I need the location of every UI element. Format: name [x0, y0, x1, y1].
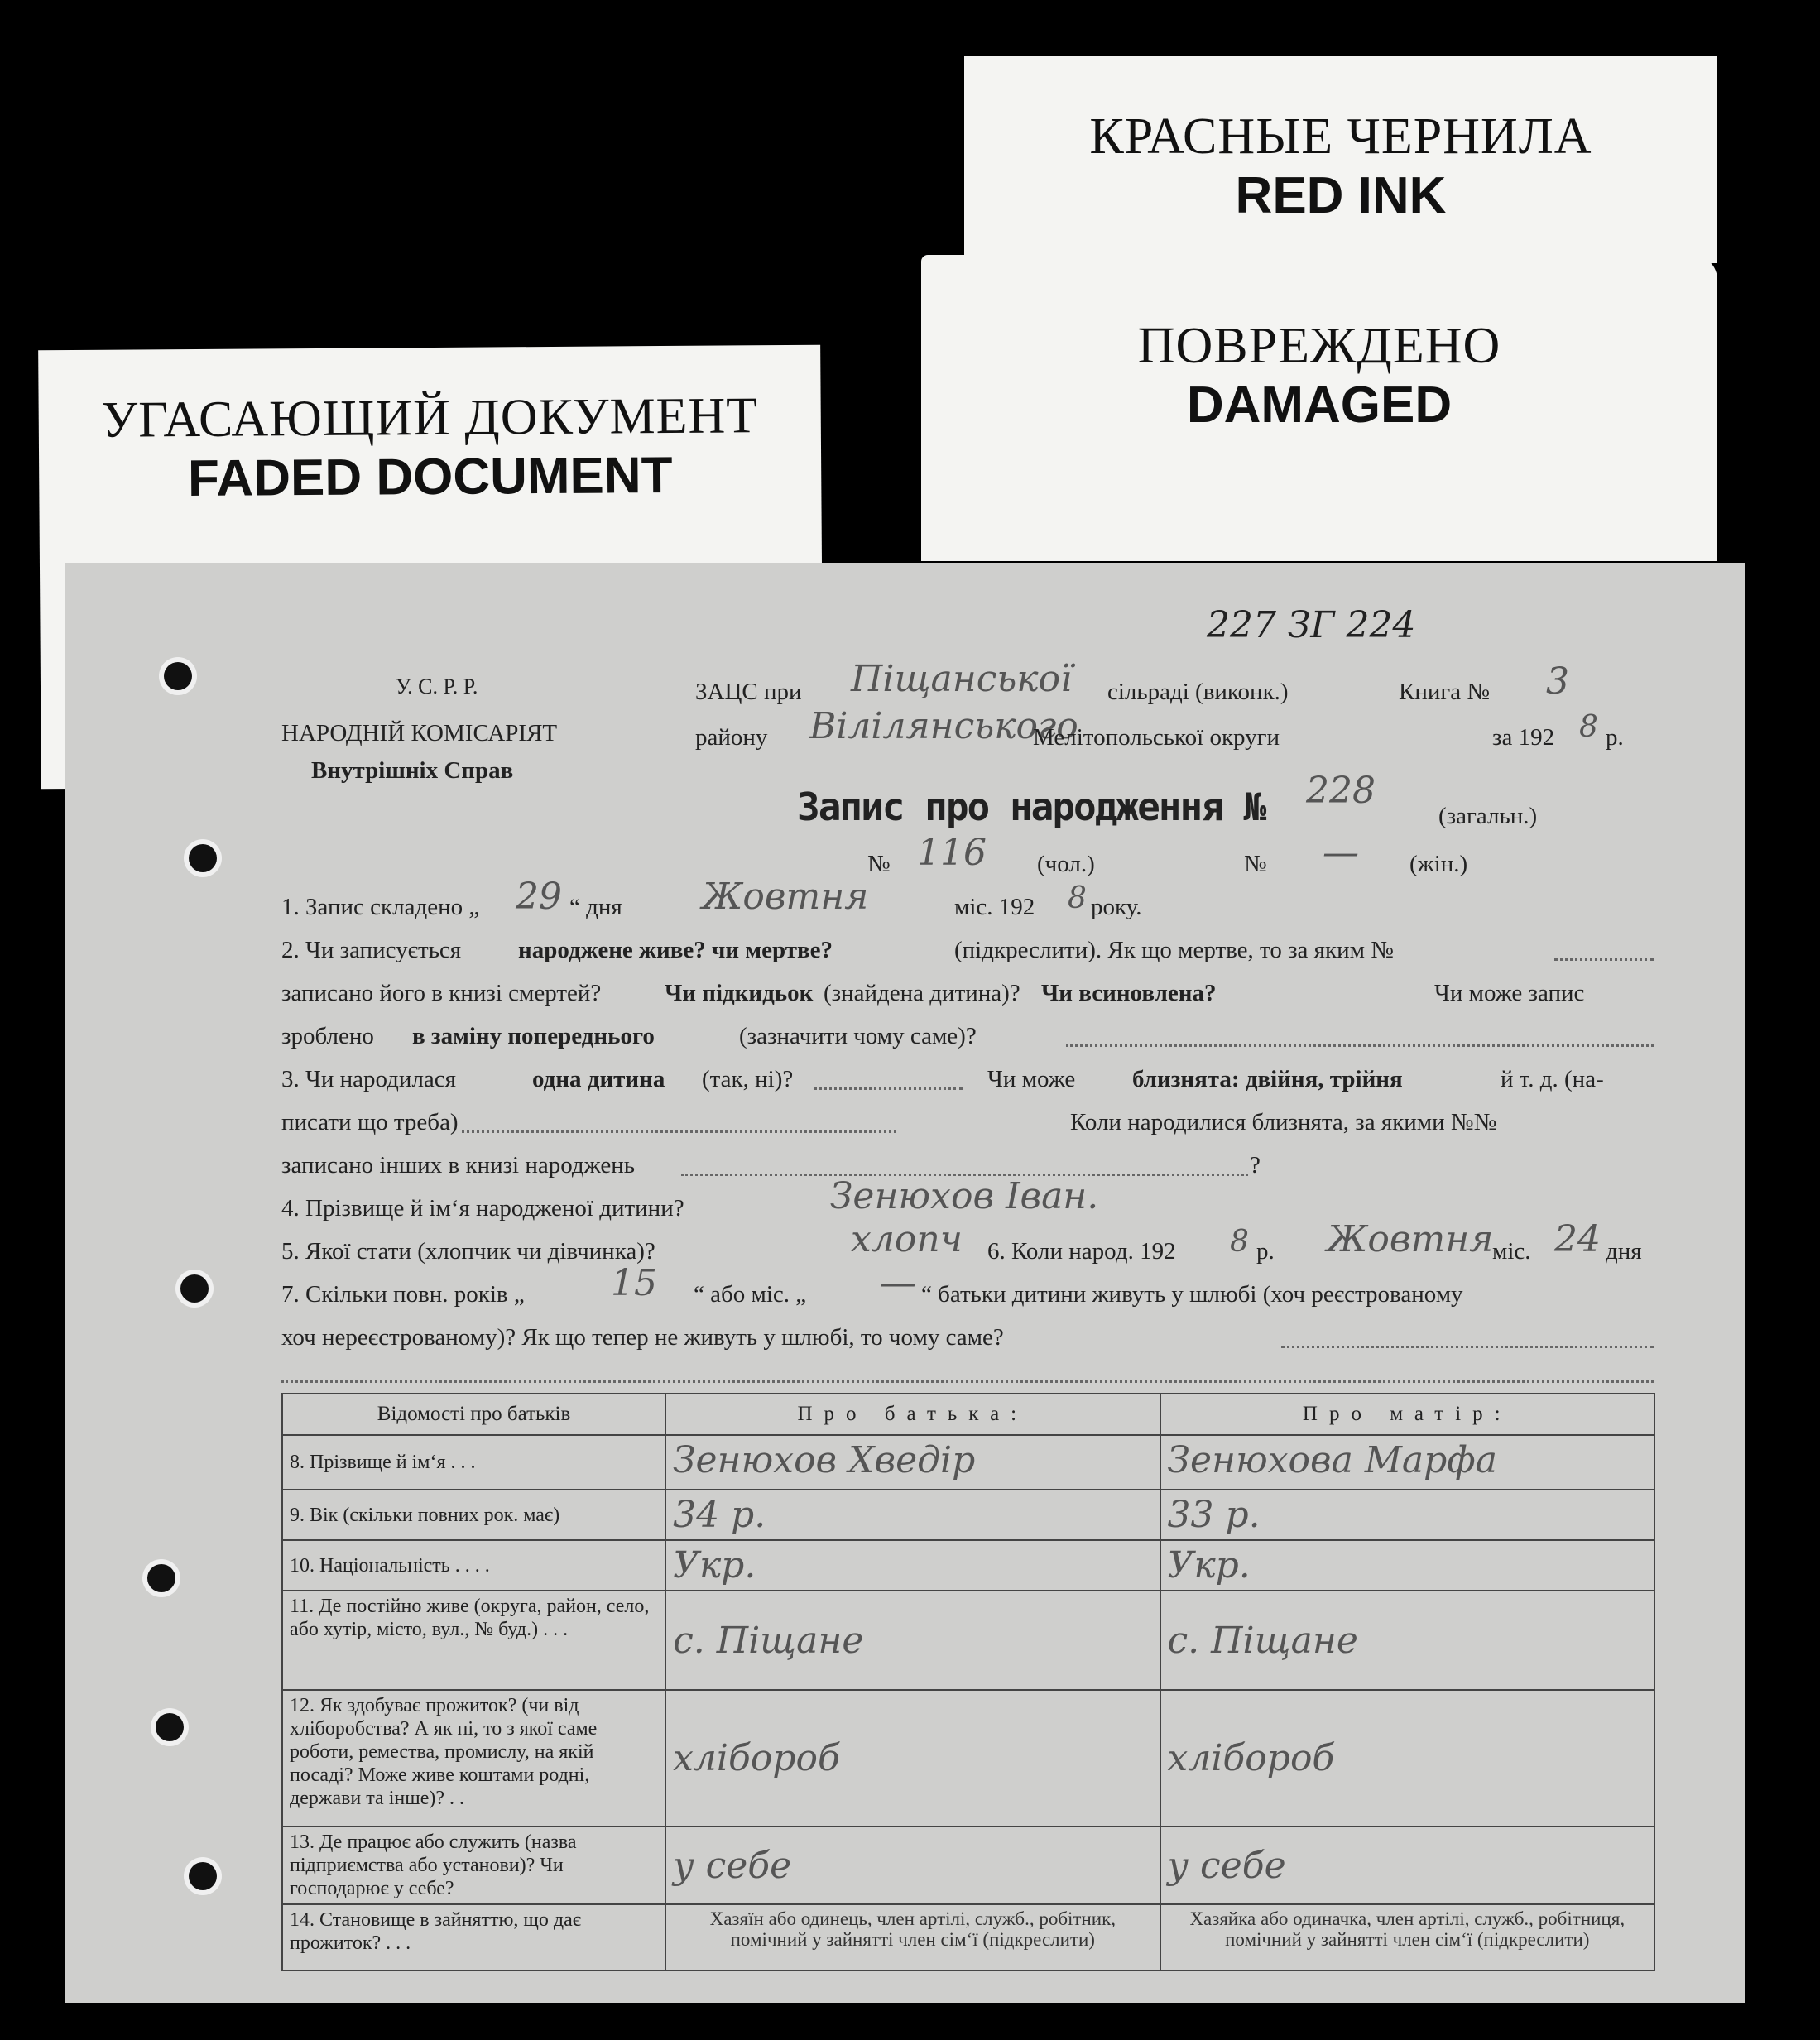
row-label: 11. Де постійно живе (округа, район, село, або хутір, місто, вул., № буд.) . . .: [282, 1591, 665, 1690]
general-label: (загальн.): [1438, 803, 1538, 829]
father-value: Зенюхов Хведір: [665, 1435, 1160, 1490]
table-row: [282, 1435, 1654, 1490]
district-suffix: Мелітопольської округи: [1033, 724, 1280, 751]
q3-l2-a: писати що треба): [281, 1109, 459, 1135]
q7-l1-a: 7. Скільки повн. років „: [281, 1281, 525, 1308]
father-value: хлібороб: [665, 1690, 1160, 1826]
faded-ru: УГАСАЮЩИЙ ДОКУМЕНТ: [101, 387, 759, 449]
red-ink-label-card: [964, 56, 1717, 263]
q4-label: 4. Прізвище й ім‘я народженої дитини?: [281, 1195, 684, 1222]
mother-value: Зенюхова Марфа: [1160, 1435, 1654, 1490]
q2-l3-b: в заміну попереднього: [412, 1023, 655, 1049]
father-value: у себе: [665, 1826, 1160, 1904]
q2-l1-b: народжене живе? чи мертве?: [518, 937, 833, 963]
mother-value: Хазяйка або одиначка, член артілі, служб., робітниця, помічний у зайнятті член сім‘ї (підкреслити): [1160, 1904, 1654, 1970]
table-header-row: [282, 1394, 1654, 1435]
q2-l3-a: зроблено: [281, 1023, 374, 1049]
q1-text-b: “ дня: [569, 894, 622, 920]
q2-l1-c: (підкреслити). Як що мертве, то за яким №: [954, 937, 1394, 963]
q1-month: Жовтня: [702, 876, 869, 918]
father-value: 34 р.: [665, 1490, 1160, 1540]
q6-d: дня: [1606, 1238, 1642, 1265]
year-value: 8: [1579, 710, 1598, 744]
zags-value: Піщанської: [851, 658, 1073, 700]
district-value: Вілілянського: [809, 705, 1078, 747]
q6-label: 6. Коли народ. 192: [987, 1238, 1176, 1265]
q2-l1-a: 2. Чи записується: [281, 937, 462, 963]
father-value: Укр.: [665, 1540, 1160, 1591]
zags-suffix: сільраді (виконк.): [1107, 679, 1289, 705]
mother-value: Укр.: [1160, 1540, 1654, 1591]
table-row: [282, 1904, 1654, 1970]
q3-l1-blank: [814, 1087, 963, 1090]
mother-value: с. Піщане: [1160, 1591, 1654, 1690]
q2-l2-d: Чи всиновлена?: [1041, 980, 1217, 1006]
parents-table: [281, 1393, 1655, 1971]
q5-value: хлопч: [851, 1218, 963, 1260]
row-label: 12. Як здобуває прожиток? (чи від хліборобства? А як ні, то з якої саме роботи, ремества, промислу, на якій посаді? Може живе коштами родні, держави та інше)? . .: [282, 1690, 665, 1826]
q2-l3-blank: [1066, 1044, 1654, 1047]
table-row: [282, 1540, 1654, 1591]
row-label: 14. Становище в зайняттю, що дає прожиток? . . .: [282, 1904, 665, 1970]
punch-hole: [189, 844, 217, 872]
q1-text-d: року.: [1091, 894, 1142, 920]
year-label: за 192: [1492, 724, 1555, 751]
q6-c: міс.: [1492, 1238, 1531, 1265]
q1-day: 29: [516, 876, 562, 918]
q3-l1-e: близнята: двійня, трійня: [1132, 1066, 1403, 1092]
row-label: 9. Вік (скільки повних рок. має): [282, 1490, 665, 1540]
damaged-label-card: [921, 255, 1717, 561]
male-label: (чол.): [1037, 851, 1095, 877]
q7-l1-c: “ батьки дитини живуть у шлюбі (хоч реєстрованому: [921, 1281, 1463, 1308]
table-row: [282, 1690, 1654, 1826]
q2-l2-c: (знайдена дитина)?: [824, 980, 1020, 1006]
q4-value: Зенюхов Іван.: [830, 1175, 1099, 1217]
mother-value: 33 р.: [1160, 1490, 1654, 1540]
q2-l2-b: Чи підкидьок: [665, 980, 814, 1006]
q3-l3-b: ?: [1250, 1152, 1261, 1178]
q3-l1-f: й т. д. (на-: [1501, 1066, 1604, 1092]
female-number: —: [1323, 832, 1359, 874]
punch-hole: [180, 1274, 209, 1303]
table-header-cell: Відомості про батьків: [282, 1394, 665, 1435]
table-row: [282, 1591, 1654, 1690]
q5-label: 5. Якої стати (хлопчик чи дівчинка)?: [281, 1238, 655, 1265]
q3-l1-c: (так, ні)?: [702, 1066, 794, 1092]
q7-l2: хоч нереєстрованому)? Як що тепер не живуть у шлюбі, то чому саме?: [281, 1324, 1004, 1351]
red-ink-ru: КРАСНЫЕ ЧЕРНИЛА: [1089, 108, 1592, 165]
table-row: [282, 1826, 1654, 1904]
q6-month: Жовтня: [1327, 1218, 1494, 1260]
district-label: району: [695, 724, 768, 751]
q3-l2-blank: [462, 1130, 896, 1133]
q6-year: 8: [1230, 1225, 1249, 1259]
red-ink-en: RED INK: [1235, 167, 1447, 224]
q2-blank: [1554, 958, 1654, 961]
birth-record-form: [65, 563, 1745, 2003]
father-value: с. Піщане: [665, 1591, 1160, 1690]
q2-l2-e: Чи може запис: [1434, 980, 1585, 1006]
table-header-cell: Про батька:: [665, 1394, 1160, 1435]
q7-l3-blank: [281, 1380, 1654, 1383]
q3-l3-a: записано інших в книзі народжень: [281, 1152, 635, 1178]
org-line-2: НАРОДНІЙ КОМІСАРІЯТ: [281, 720, 558, 746]
punch-hole: [147, 1564, 175, 1592]
punch-hole: [189, 1862, 217, 1890]
male-no-label: №: [867, 851, 891, 877]
male-number: 116: [917, 832, 987, 874]
female-label: (жін.): [1409, 851, 1468, 877]
q3-l1-d: Чи може: [987, 1066, 1076, 1092]
female-no-label: №: [1244, 851, 1267, 877]
row-label: 10. Національність . . . .: [282, 1540, 665, 1591]
punch-hole: [164, 662, 192, 690]
top-numbers: 227 ЗГ 224: [1207, 604, 1416, 646]
damaged-en: DAMAGED: [1186, 377, 1453, 434]
father-value: Хазяїн або одинець, член артілі, служб., робітник, помічний у зайнятті член сім‘ї (підкреслити): [665, 1904, 1160, 1970]
damaged-ru: ПОВРЕЖДЕНО: [1137, 318, 1501, 374]
book-value: 3: [1546, 660, 1569, 703]
q2-l3-c: (зазначити чому саме)?: [739, 1023, 977, 1049]
mother-value: у себе: [1160, 1826, 1654, 1904]
record-title: Запис про народження №: [797, 785, 1265, 829]
q7-l1-b: “ або міс. „: [694, 1281, 807, 1308]
faded-en: FADED DOCUMENT: [187, 446, 673, 508]
q6-b: р.: [1256, 1238, 1275, 1265]
q1-text-a: 1. Запис складено „: [281, 894, 480, 920]
row-label: 8. Прізвище й ім‘я . . .: [282, 1435, 665, 1490]
q2-l2-a: записано його в книзі смертей?: [281, 980, 602, 1006]
row-label: 13. Де працює або служить (назва підприємства або установи)? Чи господарює у себе?: [282, 1826, 665, 1904]
zags-label: ЗАЦС при: [695, 679, 802, 705]
org-line-3: Внутрішніх Справ: [311, 757, 514, 784]
q7-months: —: [880, 1262, 916, 1304]
q1-text-c: міс. 192: [954, 894, 1035, 920]
q7-years: 15: [611, 1262, 657, 1304]
year-suffix: р.: [1606, 724, 1624, 751]
q1-year: 8: [1068, 881, 1087, 915]
q7-l2-blank: [1281, 1346, 1654, 1348]
q3-l1-b: одна дитина: [532, 1066, 665, 1092]
table-row: [282, 1490, 1654, 1540]
book-label: Книга №: [1399, 679, 1491, 705]
table-header-cell: Про матір:: [1160, 1394, 1654, 1435]
punch-hole: [156, 1713, 184, 1741]
record-number: 228: [1306, 770, 1376, 812]
org-line-1: У. С. Р. Р.: [396, 674, 478, 698]
q6-day: 24: [1554, 1218, 1601, 1260]
q3-l2-b: Коли народилися близнята, за якими №№: [1070, 1109, 1497, 1135]
q3-l1-a: 3. Чи народилася: [281, 1066, 457, 1092]
mother-value: хлібороб: [1160, 1690, 1654, 1826]
